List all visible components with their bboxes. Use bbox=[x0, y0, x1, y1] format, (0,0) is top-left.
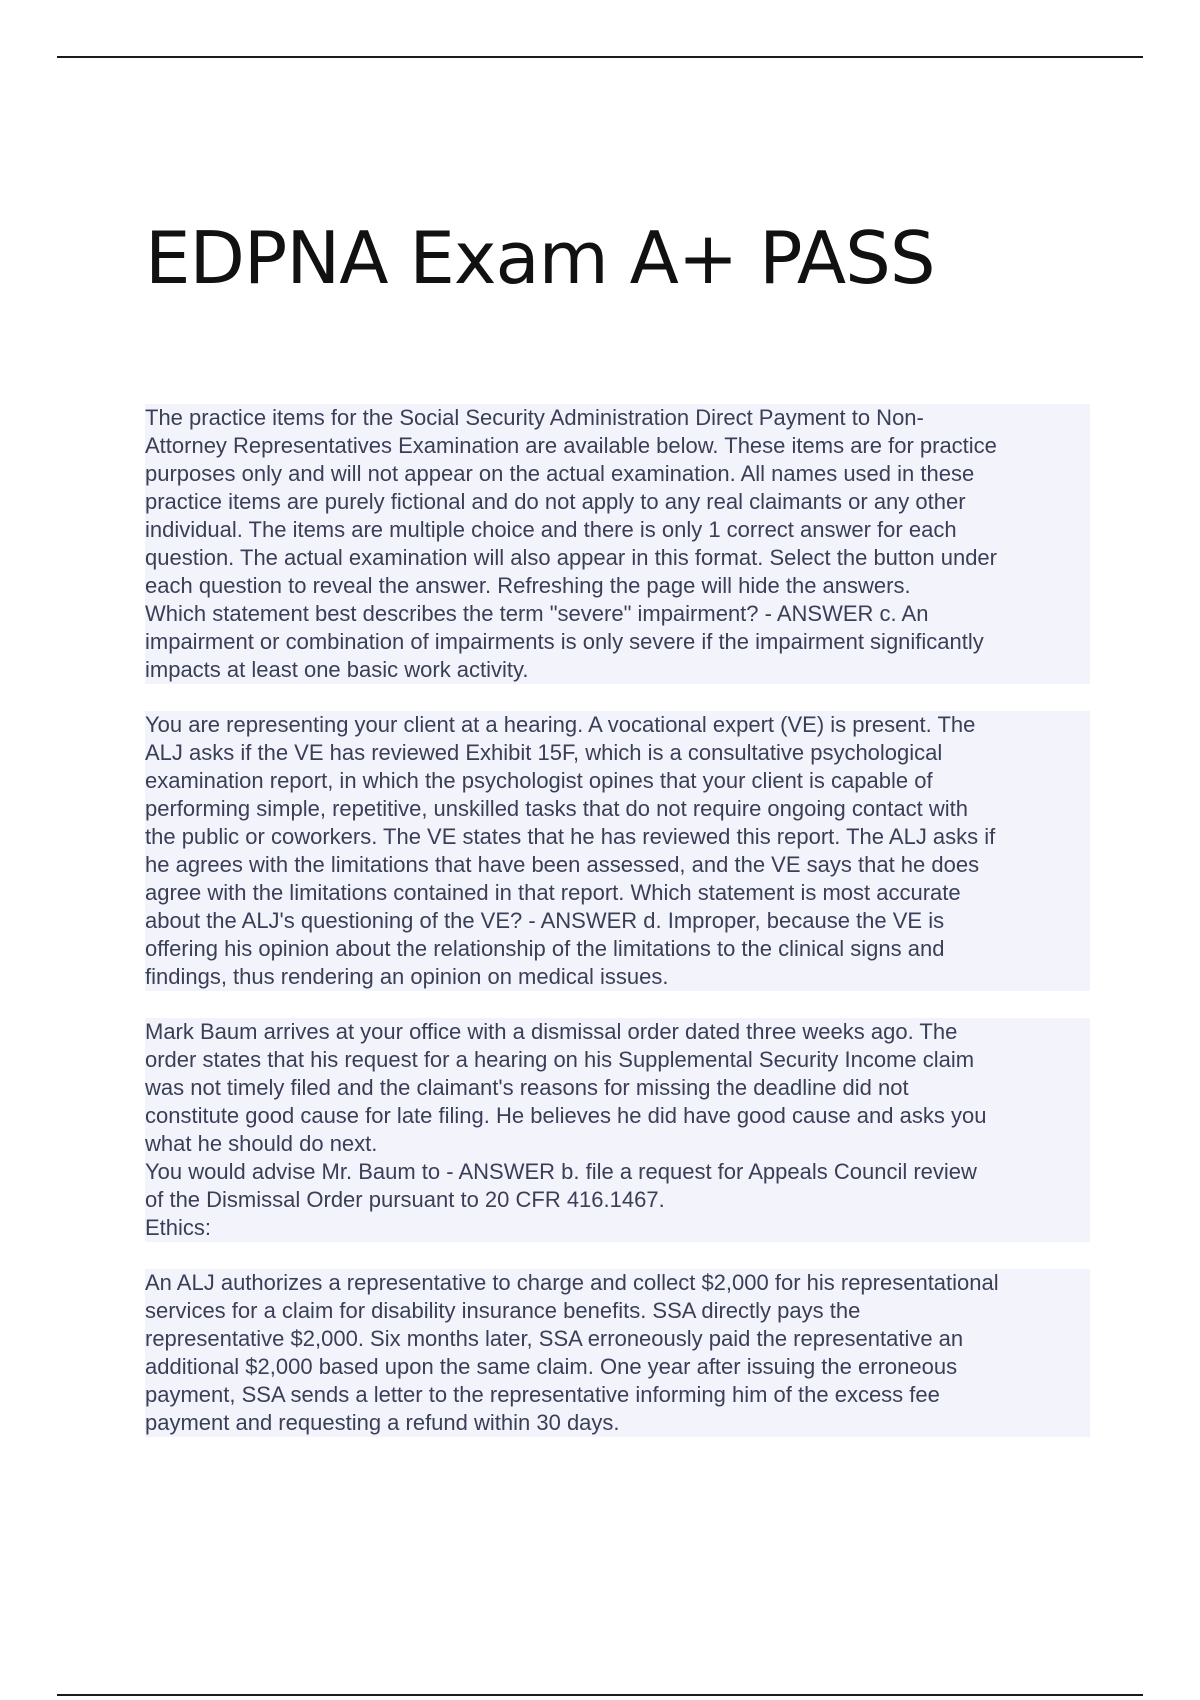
paragraph-spacer bbox=[145, 684, 1090, 711]
text-line: what he should do next. bbox=[145, 1130, 1090, 1158]
text-line: examination report, in which the psychologist opines that your client is capable of bbox=[145, 767, 1090, 795]
text-line: representative $2,000. Six months later, SSA erroneously paid the representative an bbox=[145, 1325, 1090, 1353]
text-line: An ALJ authorizes a representative to charge and collect $2,000 for his representational bbox=[145, 1269, 1090, 1297]
text-line: was not timely filed and the claimant's reasons for missing the deadline did not bbox=[145, 1074, 1090, 1102]
text-line: You would advise Mr. Baum to - ANSWER b. file a request for Appeals Council review bbox=[145, 1158, 1090, 1186]
text-line: Mark Baum arrives at your office with a dismissal order dated three weeks ago. The bbox=[145, 1018, 1090, 1046]
paragraph-ethics-fee bbox=[145, 1269, 1090, 1437]
bottom-rule bbox=[57, 1694, 1143, 1696]
text-line: offering his opinion about the relationship of the limitations to the clinical signs and bbox=[145, 935, 1090, 963]
text-line: impairment or combination of impairments is only severe if the impairment significantly bbox=[145, 628, 1090, 656]
text-line: of the Dismissal Order pursuant to 20 CFR 416.1467. bbox=[145, 1186, 1090, 1214]
text-line: practice items are purely fictional and do not apply to any real claimants or any other bbox=[145, 488, 1090, 516]
text-line: impacts at least one basic work activity. bbox=[145, 656, 1090, 684]
text-line: Which statement best describes the term "severe" impairment? - ANSWER c. An bbox=[145, 600, 1090, 628]
text-line: ALJ asks if the VE has reviewed Exhibit 15F, which is a consultative psychological bbox=[145, 739, 1090, 767]
document-body bbox=[145, 404, 1090, 1437]
top-rule bbox=[57, 56, 1143, 58]
text-line: each question to reveal the answer. Refreshing the page will hide the answers. bbox=[145, 572, 1090, 600]
text-line: agree with the limitations contained in that report. Which statement is most accurate bbox=[145, 879, 1090, 907]
text-line: payment, SSA sends a letter to the representative informing him of the excess fee bbox=[145, 1381, 1090, 1409]
text-line: the public or coworkers. The VE states that he has reviewed this report. The ALJ asks if bbox=[145, 823, 1090, 851]
paragraph-dismissal-order bbox=[145, 1018, 1090, 1242]
text-line: You are representing your client at a hearing. A vocational expert (VE) is present. The bbox=[145, 711, 1090, 739]
paragraph-intro bbox=[145, 404, 1090, 684]
text-line: findings, thus rendering an opinion on medical issues. bbox=[145, 963, 1090, 991]
text-line: he agrees with the limitations that have been assessed, and the VE says that he does bbox=[145, 851, 1090, 879]
text-line: Attorney Representatives Examination are available below. These items are for practice bbox=[145, 432, 1090, 460]
text-line: constitute good cause for late filing. He believes he did have good cause and asks you bbox=[145, 1102, 1090, 1130]
text-line: about the ALJ's questioning of the VE? - ANSWER d. Improper, because the VE is bbox=[145, 907, 1090, 935]
paragraph-spacer bbox=[145, 991, 1090, 1018]
text-line: payment and requesting a refund within 30 days. bbox=[145, 1409, 1090, 1437]
paragraph-vocational-expert bbox=[145, 711, 1090, 991]
text-line: individual. The items are multiple choice and there is only 1 correct answer for each bbox=[145, 516, 1090, 544]
text-line: services for a claim for disability insurance benefits. SSA directly pays the bbox=[145, 1297, 1090, 1325]
text-line: additional $2,000 based upon the same claim. One year after issuing the erroneous bbox=[145, 1353, 1090, 1381]
text-line: The practice items for the Social Security Administration Direct Payment to Non- bbox=[145, 404, 1090, 432]
text-line: Ethics: bbox=[145, 1214, 1090, 1242]
document-title: EDPNA Exam A+ PASS bbox=[145, 216, 935, 300]
text-line: performing simple, repetitive, unskilled tasks that do not require ongoing contact with bbox=[145, 795, 1090, 823]
paragraph-spacer bbox=[145, 1242, 1090, 1269]
text-line: order states that his request for a hearing on his Supplemental Security Income claim bbox=[145, 1046, 1090, 1074]
text-line: question. The actual examination will also appear in this format. Select the button under bbox=[145, 544, 1090, 572]
text-line: purposes only and will not appear on the actual examination. All names used in these bbox=[145, 460, 1090, 488]
